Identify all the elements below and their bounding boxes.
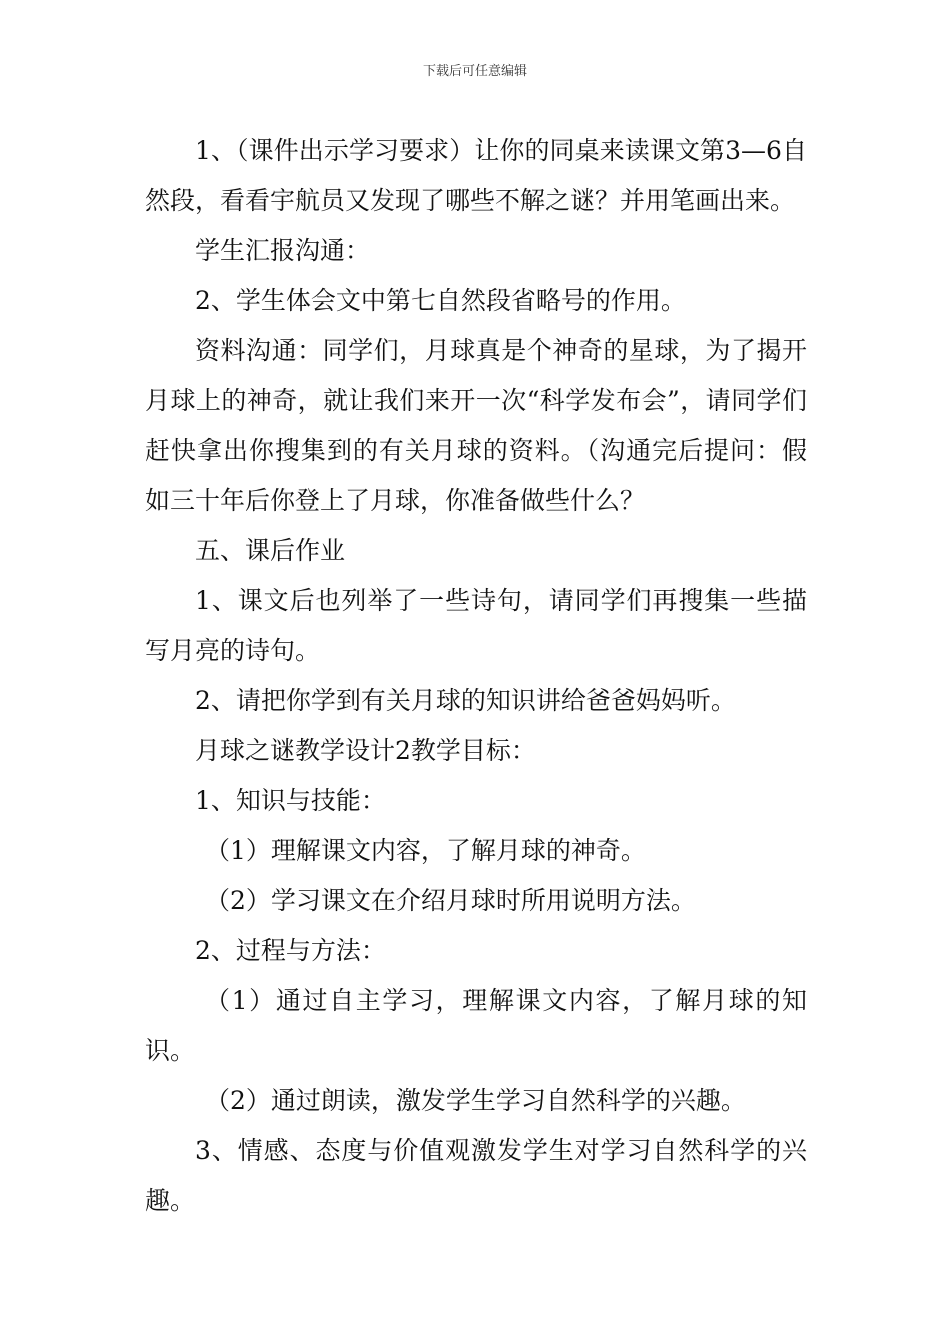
paragraph-reading-task: 1、（课件出示学习要求）让你的同桌来读课文第3—6自然段，看看宇航员又发现了哪些不解之谜？并用笔画出来。 xyxy=(145,136,807,215)
page-header: 下载后可任意编辑 xyxy=(422,64,527,79)
section-heading-homework: 五、课后作业 xyxy=(195,536,346,565)
objective-process-2: （2）通过朗读，激发学生学习自然科学的兴趣。 xyxy=(205,1086,746,1115)
objective-attitude: 3、情感、态度与价值观激发学生对学习自然科学的兴趣。 xyxy=(145,1136,807,1215)
objective-process-1: （1）通过自主学习，理解课文内容，了解月球的知识。 xyxy=(145,986,807,1065)
document-body xyxy=(145,126,807,1226)
section-heading-objectives: 月球之谜教学设计2教学目标： xyxy=(195,736,536,765)
paragraph-student-report: 学生汇报沟通： xyxy=(195,236,371,265)
paragraph-homework-1: 1、课文后也列举了一些诗句，请同学们再搜集一些描写月亮的诗句。 xyxy=(145,586,807,665)
objective-process-heading: 2、过程与方法： xyxy=(195,936,386,965)
objective-knowledge-2: （2）学习课文在介绍月球时所用说明方法。 xyxy=(205,886,696,915)
paragraph-ellipsis-task: 2、学生体会文中第七自然段省略号的作用。 xyxy=(195,286,686,315)
objective-knowledge-heading: 1、知识与技能： xyxy=(195,786,386,815)
paragraph-homework-2: 2、请把你学到有关月球的知识讲给爸爸妈妈听。 xyxy=(195,686,736,715)
paragraph-material-exchange: 资料沟通：同学们，月球真是个神奇的星球，为了揭开月球上的神奇，就让我们来开一次“科学发布会”，请同学们赶快拿出你搜集到的有关月球的资料。（沟通完后提问：假如三十年后你登上了月球，你准备做些什么？ xyxy=(145,336,807,515)
objective-knowledge-1: （1）理解课文内容，了解月球的神奇。 xyxy=(205,836,646,865)
